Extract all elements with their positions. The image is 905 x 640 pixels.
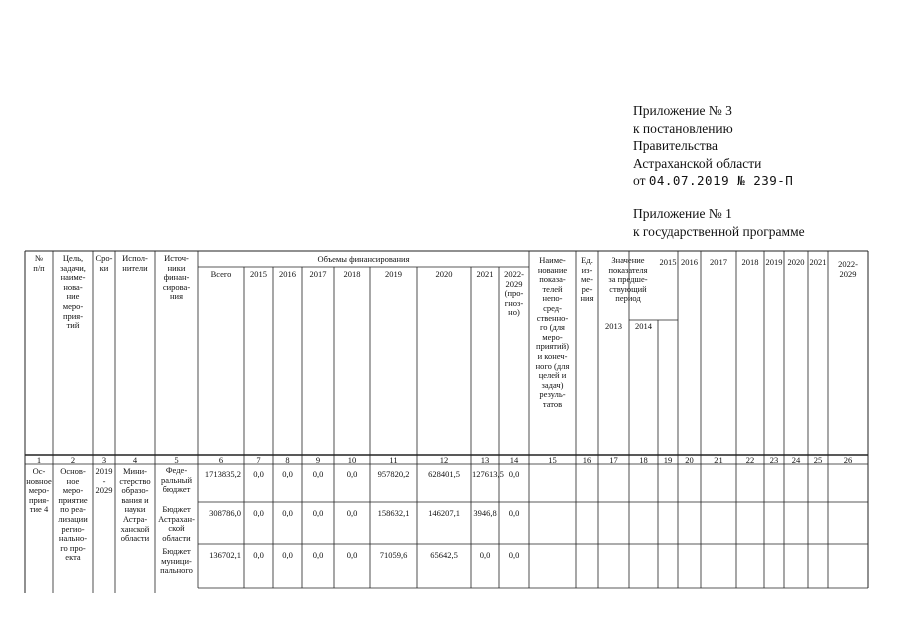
column-number-13: 13 xyxy=(480,455,490,465)
source-1: Феде- ральный бюджет xyxy=(160,465,193,495)
value-r1-c10: 0,0 xyxy=(346,469,358,479)
column-number-26: 26 xyxy=(843,455,853,465)
value-r2-c13: 3946,8 xyxy=(473,508,497,518)
header-y2018: 2018 xyxy=(343,269,361,279)
appendix-3-line-4: Астраханской области xyxy=(633,155,762,171)
header-result-2019: 2019 xyxy=(765,257,783,267)
appendix-1-title: Приложение № 1 xyxy=(633,206,732,221)
header-y2021: 2021 xyxy=(476,269,494,279)
value-r2-c7: 0,0 xyxy=(253,508,264,518)
header-result-2015: 2015 xyxy=(659,257,677,267)
header-result-2016: 2016 xyxy=(681,257,698,267)
header-funding-group: Объемы финансирования xyxy=(317,254,410,264)
value-r1-c9: 0,0 xyxy=(312,469,324,479)
column-number-1: 1 xyxy=(36,455,42,465)
source-2: Бюджет Астрахан- ской области xyxy=(158,504,195,543)
value-r1-c12: 628401,5 xyxy=(428,469,460,479)
value-r3-c10: 0,0 xyxy=(346,550,358,560)
appendix-3-line-2: к постановлению xyxy=(633,120,733,136)
column-number-4: 4 xyxy=(132,455,138,465)
row-goal: Основ- ное меро- приятие по реа- лизации регио- нально- го про- екта xyxy=(58,466,88,563)
column-number-3: 3 xyxy=(101,455,107,465)
decree-date-number: 04.07.2019 № 239-П xyxy=(648,173,794,188)
column-number-7: 7 xyxy=(256,455,261,465)
value-r2-c12: 146207,1 xyxy=(428,508,460,518)
header-result-2018: 2018 xyxy=(741,257,759,267)
column-number-8: 8 xyxy=(285,455,290,465)
column-number-20: 20 xyxy=(685,455,694,465)
value-r2-c6: 308786,0 xyxy=(209,508,241,518)
column-number-25: 25 xyxy=(813,455,823,465)
column-number-12: 12 xyxy=(439,455,449,465)
column-number-10: 10 xyxy=(347,455,357,465)
source-3: Бюджет муници- пального xyxy=(160,546,193,576)
row-executors: Мини- стерство образо- вания и науки Астра- ханской области xyxy=(119,466,151,544)
column-number-19: 19 xyxy=(663,455,673,465)
header-result-2021: 2021 xyxy=(809,257,827,267)
header-result-2020: 2020 xyxy=(787,257,805,267)
value-r2-c9: 0,0 xyxy=(312,508,324,518)
header-result-2017: 2017 xyxy=(710,257,727,267)
column-number-17: 17 xyxy=(609,455,618,465)
value-r3-c8: 0,0 xyxy=(282,550,293,560)
column-number-16: 16 xyxy=(582,455,592,465)
value-r1-c7: 0,0 xyxy=(253,469,264,479)
value-r1-c6: 1713835,2 xyxy=(204,469,241,479)
appendix-3-line-3: Правительства xyxy=(633,138,718,153)
value-r1-c8: 0,0 xyxy=(282,469,293,479)
header-prev-period-group: Значение показателя за предше- ствующий период xyxy=(608,255,648,304)
header-terms: Сро- ки xyxy=(95,253,113,273)
row-terms: 2019 - 2029 xyxy=(95,466,113,496)
column-number-2: 2 xyxy=(70,455,76,465)
header-prev-2013: 2013 xyxy=(605,321,622,331)
value-r1-c11: 957820,2 xyxy=(377,469,410,479)
column-number-21: 21 xyxy=(714,455,723,465)
value-r2-c14: 0,0 xyxy=(508,508,520,518)
column-number-24: 24 xyxy=(791,455,801,465)
header-y2020: 2020 xyxy=(435,269,453,279)
header-sources: Источ- ники финан- сирова- ния xyxy=(162,253,191,302)
appendix-1-line-2: к государственной программе xyxy=(633,223,805,239)
header-goal: Цель, задачи, наиме- нова- ние меро- прия- тий xyxy=(60,253,86,331)
value-r3-c9: 0,0 xyxy=(312,550,324,560)
value-r2-c11: 158632,1 xyxy=(377,508,410,518)
value-r2-c8: 0,0 xyxy=(282,508,293,518)
column-number-23: 23 xyxy=(769,455,779,465)
header-y2017: 2017 xyxy=(309,269,327,279)
column-number-15: 15 xyxy=(548,455,557,465)
value-r3-c13: 0,0 xyxy=(479,550,491,560)
header-y2015: 2015 xyxy=(250,269,267,279)
value-r1-c13: 127613,5 xyxy=(472,469,504,479)
value-r3-c14: 0,0 xyxy=(508,550,520,560)
header-num: № п/п xyxy=(33,253,45,273)
column-number-11: 11 xyxy=(389,455,398,465)
value-r3-c11: 71059,6 xyxy=(379,550,408,560)
header-indicator-name: Наиме- нование показа- телей непо- сред- ственно- го (для меро- приятий) и конеч- ного (для целей и задач) резуль- татов xyxy=(535,255,570,409)
column-number-18: 18 xyxy=(639,455,648,465)
column-number-22: 22 xyxy=(745,455,755,465)
header-prev-2014: 2014 xyxy=(635,321,652,331)
appendix-3-title: Приложение № 3 xyxy=(633,103,732,118)
header-total: Всего xyxy=(210,269,232,279)
row-num: Ос- новное меро- прия- тие 4 xyxy=(26,466,52,515)
column-number-6: 6 xyxy=(218,455,224,465)
column-number-5: 5 xyxy=(174,455,179,465)
value-r3-c12: 65642,5 xyxy=(430,550,458,560)
header-executors: Испол- нители xyxy=(122,253,148,273)
value-r3-c7: 0,0 xyxy=(253,550,264,560)
column-number-9: 9 xyxy=(315,455,321,465)
header-y2016: 2016 xyxy=(279,269,296,279)
value-r2-c10: 0,0 xyxy=(346,508,358,518)
column-number-14: 14 xyxy=(509,455,519,465)
header-y2022-2029: 2022- 2029 (про- гноз- но) xyxy=(504,269,524,318)
value-r3-c6: 136702,1 xyxy=(209,550,241,560)
date-prefix: от xyxy=(633,173,646,188)
header-result-2022-2029: 2022- 2029 xyxy=(838,259,858,279)
header-unit: Ед. из- ме- ре- ния xyxy=(580,255,594,304)
header-y2019: 2019 xyxy=(385,269,402,279)
value-r1-c14: 0,0 xyxy=(508,469,520,479)
